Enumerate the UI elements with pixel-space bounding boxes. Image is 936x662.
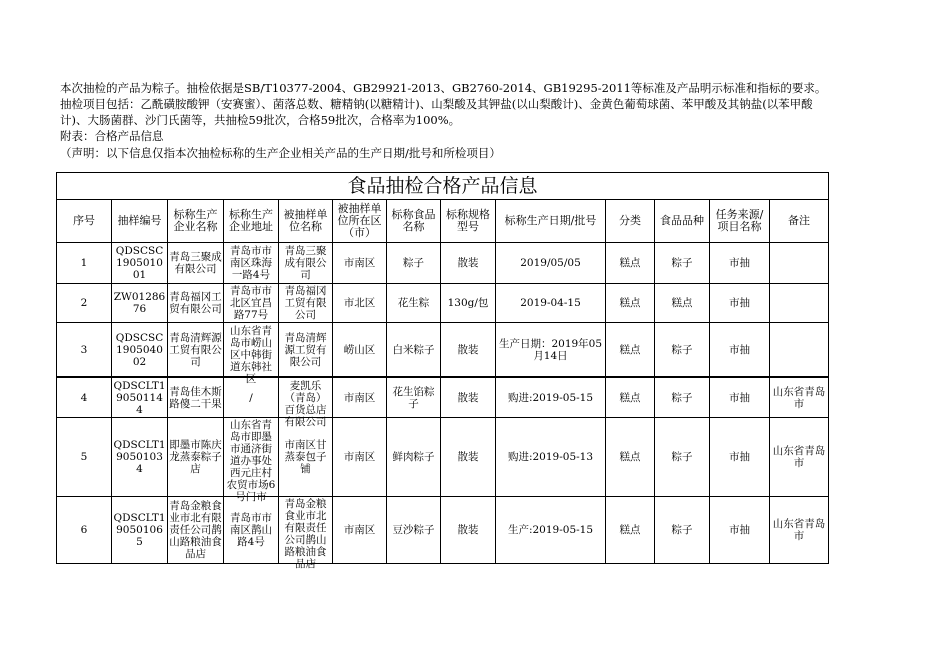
cell-text: 即墨市陈庆龙蒸泰粽子店 [169,439,222,475]
cell-text: 青岛三聚成有限公司 [284,245,327,281]
cell-district: 市南区 [333,377,387,418]
cell-address [224,243,279,284]
cell-text: 青岛三聚成有限公司 [169,251,222,275]
cell-index: 6 [57,497,112,564]
cell-source: 市抽 [710,497,770,564]
cell-text: 山东省青岛市即墨市通济街道办事处西元庄村农贸市场6号门市 [226,419,276,503]
intro-text [60,80,830,161]
cell-address [224,418,279,503]
cell-source: 市抽 [710,243,770,284]
cell-text: 青岛金粮食业市北有限责任公司鹊山路粮油食品店 [284,498,327,570]
cell-remark [770,323,829,378]
cell-index: 1 [57,243,112,284]
cell-text: 麦凯乐（青岛）百货总店有限公司 [284,379,327,428]
cell-spec: 130g/包 [441,284,496,323]
cell-category: 糕点 [606,323,655,378]
cell-spec: 散装 [441,418,496,497]
cell-variety: 糕点 [655,284,710,323]
cell-spec: 散装 [441,323,496,378]
cell-date: 购进:2019-05-13 [496,418,606,497]
cell-date: 2019-04-15 [496,284,606,323]
cell-sample-no: ZW0128676 [112,284,168,323]
cell-text: 青岛市市南区鹊山路4号 [230,512,272,548]
cell-index: 5 [57,418,112,497]
cell-index: 2 [57,284,112,323]
header-cell: 标称生产企业地址 [224,200,279,243]
cell-text: 青岛清辉源工贸有限公司 [284,331,327,368]
table-row [57,323,829,378]
cell-source: 市抽 [710,418,770,497]
cell-date: 购进:2019-05-15 [496,377,606,418]
cell-address: / [224,377,279,418]
table-title: 食品抽检合格产品信息 [57,173,829,200]
cell-text: 青岛福冈工贸有限公司 [169,291,222,315]
cell-source: 市抽 [710,377,770,418]
cell-spec: 散装 [441,497,496,564]
cell-food-name: 白米粽子 [387,323,441,378]
cell-text: 青岛市市南区珠海一路4号 [230,245,272,281]
cell-producer [168,323,224,378]
header-cell: 抽样编号 [112,200,168,243]
header-cell: 分类 [606,200,655,243]
cell-source: 市抽 [710,323,770,378]
cell-producer [168,243,224,284]
table-row [57,243,829,284]
header-cell: 任务来源/项目名称 [710,200,770,243]
cell-category: 糕点 [606,377,655,418]
cell-district: 市南区 [333,497,387,564]
cell-category: 糕点 [606,497,655,564]
cell-food-name: 花生馅粽子 [387,377,441,418]
cell-sampled-unit [279,323,333,378]
cell-remark: 山东省青岛市 [770,377,829,418]
table-row [57,497,829,564]
intro-paragraph: 本次抽检的产品为粽子。抽检依据是SB/T10377-2004、GB29921-2013、GB2760-2014、GB19295-2011等标准及产品明示标准和指标的要求。抽检项目包括：乙酰磺胺酸钾（安赛蜜）、菌落总数、糖精钠(以糖精计)、山梨酸及其钾盐(以山梨酸计)、金黄色葡萄球菌、苯甲酸及其钠盐(以苯甲酸计)、大肠菌群、沙门氏菌等，共抽检59批次，合格59批次，合格率为100%。 [60,81,827,127]
header-cell: 标称生产企业名称 [168,200,224,243]
cell-date: 生产日期：2019年05月14日 [496,323,606,378]
cell-address [224,323,279,385]
cell-sampled-unit [279,418,333,497]
cell-index: 4 [57,377,112,418]
cell-sampled-unit [279,377,333,428]
cell-sample-no: QDSCLT190501034 [112,418,168,497]
cell-variety: 粽子 [655,243,710,284]
cell-food-name: 鲜肉粽子 [387,418,441,497]
cell-sampled-unit [279,497,333,570]
cell-sample-no: QDSCSC190504002 [112,323,168,378]
header-cell: 备注 [770,200,829,243]
cell-sampled-unit [279,284,333,323]
statement: （声明：以下信息仅指本次抽检标称的生产企业相关产品的生产日期/批号和所检项目） [60,146,501,160]
cell-address [224,497,279,564]
cell-address [224,284,279,323]
table-header-row [57,200,829,243]
cell-producer [168,418,224,497]
cell-date: 生产:2019-05-15 [496,497,606,564]
cell-variety: 粽子 [655,418,710,497]
header-cell: 标称规格型号 [441,200,496,243]
header-cell: 序号 [57,200,112,243]
attachment-label: 附表：合格产品信息 [60,129,164,143]
header-cell: 标称生产日期/批号 [496,200,606,243]
cell-remark: 山东省青岛市 [770,418,829,497]
cell-food-name: 粽子 [387,243,441,284]
table-row [57,418,829,497]
cell-text: 青岛清辉源工贸有限公司 [169,331,222,368]
cell-text: 青岛福冈工贸有限公司 [284,285,327,321]
cell-district: 市南区 [333,418,387,497]
cell-source: 市抽 [710,284,770,323]
cell-producer [168,497,224,564]
cell-variety: 粽子 [655,323,710,378]
cell-variety: 粽子 [655,377,710,418]
cell-remark: 山东省青岛市 [770,497,829,564]
table-row [57,377,829,418]
cell-text: 青岛市市北区宜昌路77号 [230,285,272,321]
cell-sample-no: QDSCSC190501001 [112,243,168,284]
cell-district: 崂山区 [333,323,387,378]
cell-remark [770,243,829,284]
header-cell: 食品品种 [655,200,710,243]
cell-variety: 粽子 [655,497,710,564]
cell-category: 糕点 [606,284,655,323]
cell-category: 糕点 [606,243,655,284]
qualified-products-table [56,172,829,570]
cell-index: 3 [57,323,112,378]
cell-food-name: 花生粽 [387,284,441,323]
cell-sample-no: QDSCLT190501144 [112,377,168,418]
cell-remark [770,284,829,323]
cell-sample-no: QDSCLT190501065 [112,497,168,564]
cell-sampled-unit [279,243,333,284]
cell-text: 青岛佳木斯路傻二干果 [169,385,222,410]
cell-district: 市南区 [333,243,387,284]
cell-category: 糕点 [606,418,655,497]
cell-producer [168,377,224,418]
header-cell: 被抽样单位所在区（市） [333,200,387,243]
cell-text: 山东省青岛市崂山区中韩街道东韩社区 [230,324,272,385]
header-cell: 被抽样单位名称 [279,200,333,243]
cell-text: 市南区甘蒸泰包子铺 [284,439,327,475]
header-cell: 标称食品名称 [387,200,441,243]
cell-spec: 散装 [441,243,496,284]
cell-date: 2019/05/05 [496,243,606,284]
table-row [57,284,829,323]
cell-text: 青岛金粮食业市北有限责任公司鹊山路粮油食品店 [169,500,222,560]
cell-producer [168,284,224,323]
cell-spec: 散装 [441,377,496,418]
cell-food-name: 豆沙粽子 [387,497,441,564]
cell-district: 市北区 [333,284,387,323]
